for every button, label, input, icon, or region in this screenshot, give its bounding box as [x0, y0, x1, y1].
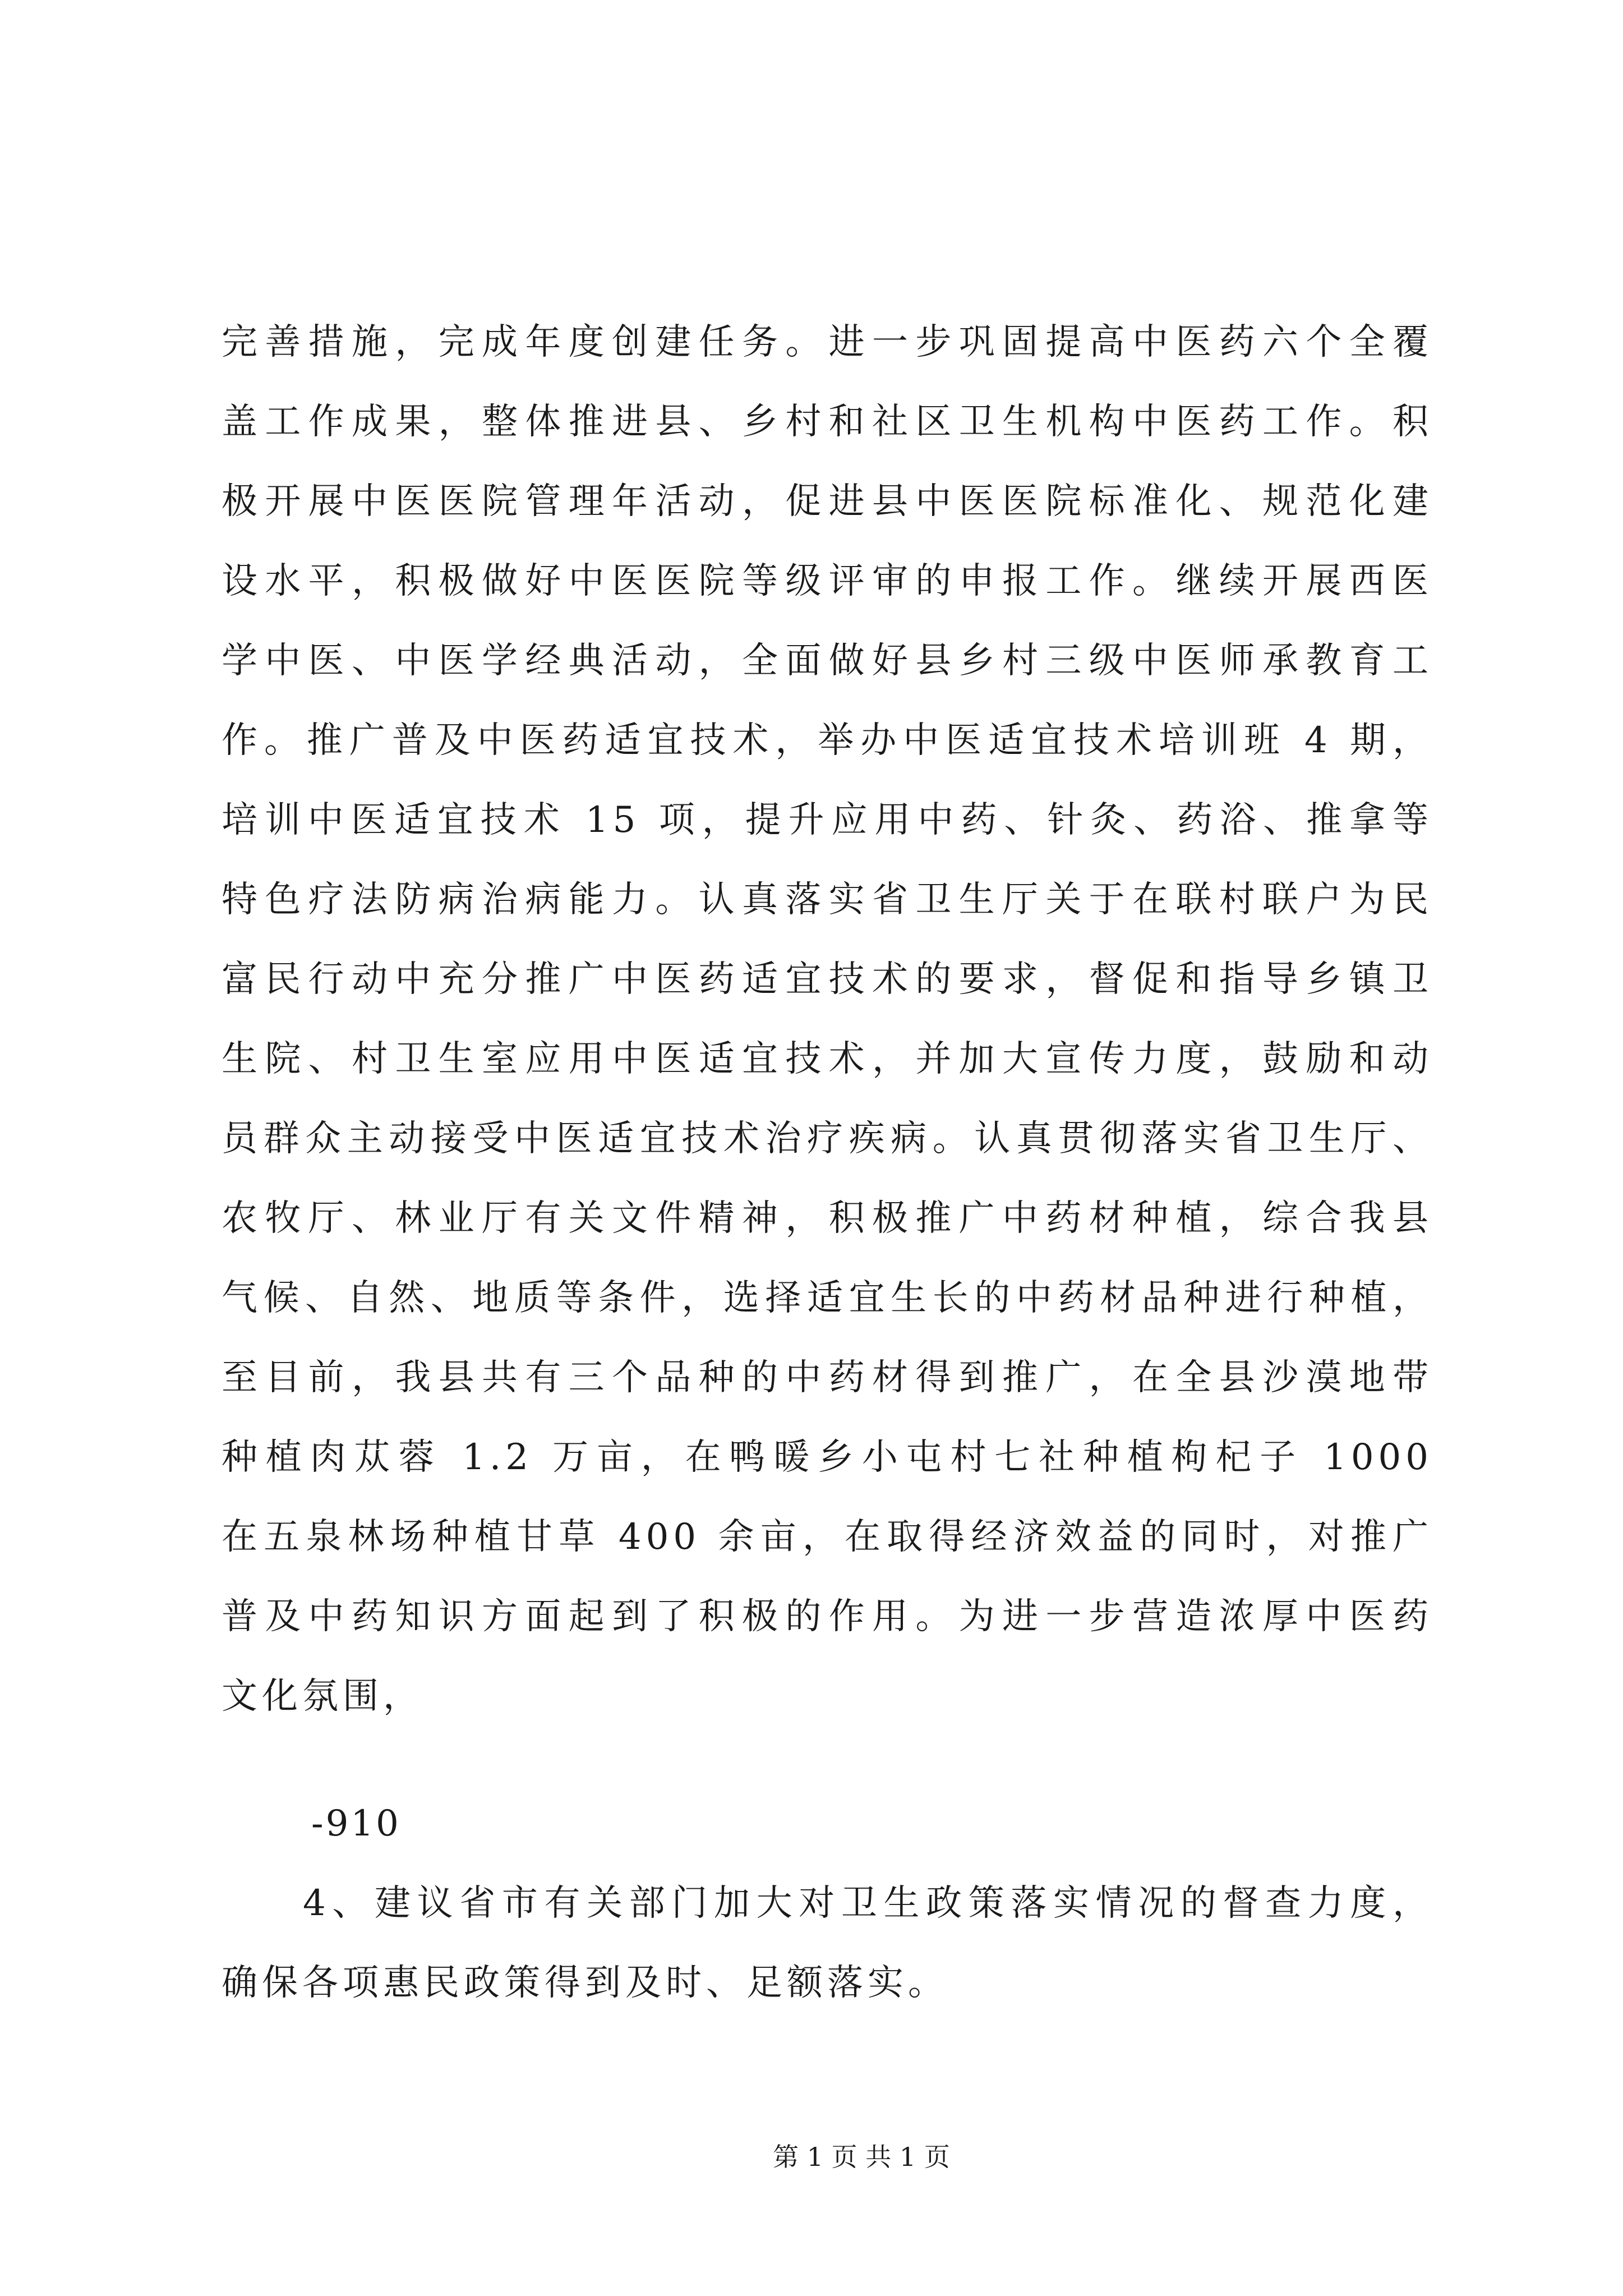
text-line: 极开展中医医院管理年活动，促进县中医医院标准化、规范化建	[222, 481, 1433, 522]
text-line: 特色疗法防病治病能力。认真落实省卫生厅关于在联村联户为民	[222, 879, 1433, 921]
text-line: 4、建议省市有关部门加大对卫生政策落实情况的督查力度，	[303, 1883, 1433, 1924]
text-line: 盖工作成果，整体推进县、乡村和社区卫生机构中医药工作。积	[222, 401, 1433, 443]
text-line: 设水平，积极做好中医医院等级评审的申报工作。继续开展西医	[222, 560, 1433, 602]
text-line: 员群众主动接受中医适宜技术治疗疾病。认真贯彻落实省卫生厅、	[222, 1118, 1433, 1159]
text-line: 在五泉林场种植甘草 400 余亩，在取得经济效益的同时，对推广	[222, 1516, 1433, 1558]
text-line: 富民行动中充分推广中医药适宜技术的要求，督促和指导乡镇卫	[222, 959, 1433, 1000]
text-line: 气候、自然、地质等条件，选择适宜生长的中药材品种进行种植，	[222, 1277, 1433, 1319]
text-line: 文化氛围，	[222, 1676, 423, 1717]
text-line: 至目前，我县共有三个品种的中药材得到推广，在全县沙漠地带	[222, 1357, 1433, 1398]
text-line: 作。推广普及中医药适宜技术，举办中医适宜技术培训班 4 期，	[222, 720, 1433, 761]
text-line: 种植肉苁蓉 1.2 万亩，在鸭暖乡小屯村七社种植枸杞子 1000	[222, 1437, 1433, 1478]
page-footer: 第 1 页 共 1 页	[773, 2142, 950, 2172]
text-line: 确保各项惠民政策得到及时、足额落实。	[222, 1962, 948, 2004]
page-marker-text: -910	[311, 1803, 401, 1844]
text-line: 农牧厅、林业厅有关文件精神，积极推广中药材种植，综合我县	[222, 1198, 1433, 1239]
body-paragraph	[222, 302, 1433, 1736]
text-line: 完善措施，完成年度创建任务。进一步巩固提高中医药六个全覆	[222, 321, 1433, 363]
text-line: 生院、村卫生室应用中医适宜技术，并加大宣传力度，鼓励和动	[222, 1038, 1433, 1080]
body-paragraph	[222, 1864, 1433, 2023]
text-line: 培训中医适宜技术 15 项，提升应用中药、针灸、药浴、推拿等	[222, 799, 1433, 841]
text-line: 学中医、中医学经典活动，全面做好县乡村三级中医师承教育工	[222, 640, 1433, 682]
text-line: 普及中药知识方面起到了积极的作用。为进一步营造浓厚中医药	[222, 1596, 1433, 1637]
